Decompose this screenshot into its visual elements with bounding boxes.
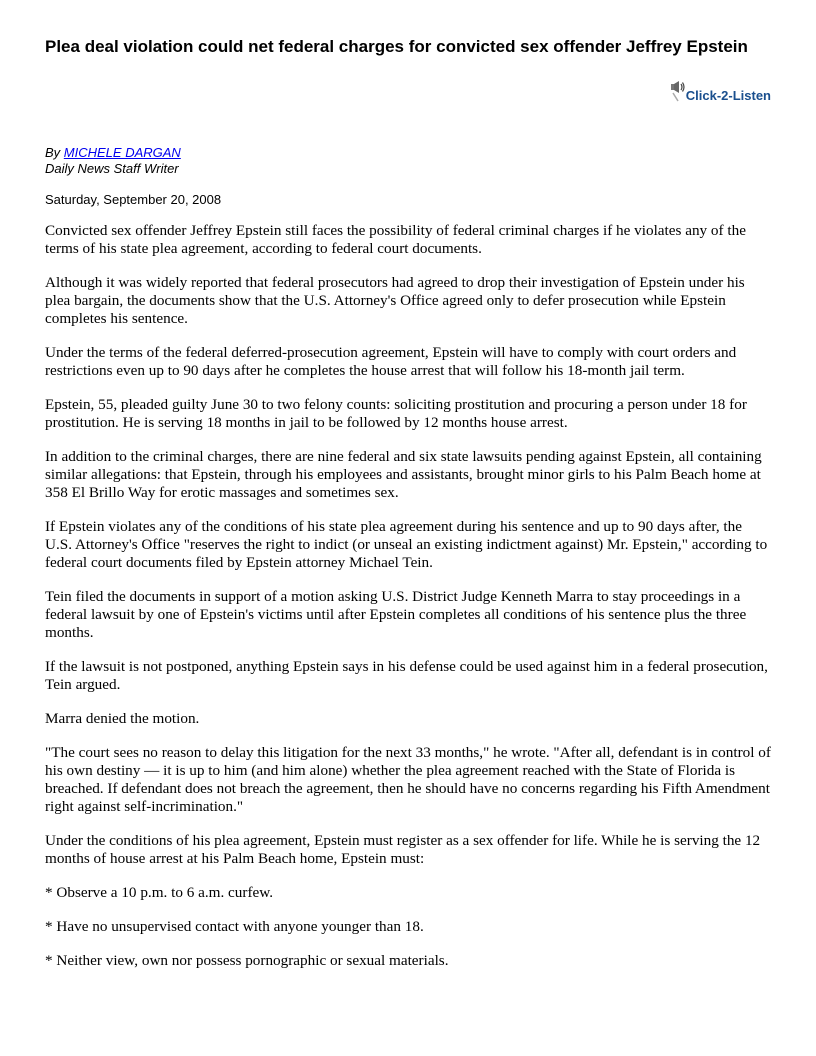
paragraph: Epstein, 55, pleaded guilty June 30 to two felony counts: soliciting prostitution and procuring a person under 18 for prostitution. He is serving 18 months in jail to be followed by 12 months house arrest. [45, 396, 747, 431]
paragraph: In addition to the criminal charges, there are nine federal and six state lawsuits pending against Epstein, all containing similar allegations: that Epstein, through his employees and assistants, brought minor girls to his Palm Beach home at 358 El Brillo Way for erotic massages and sometimes sex. [45, 448, 762, 501]
listen-row [45, 81, 771, 111]
publish-date: Saturday, September 20, 2008 [45, 192, 222, 207]
headline: Plea deal violation could net federal charges for convicted sex offender Jeffrey Epstein [45, 37, 748, 56]
article-body [45, 222, 771, 970]
byline [45, 145, 771, 177]
article [45, 36, 771, 986]
listen-label: Click-2-Listen [685, 88, 771, 103]
paragraph: Although it was widely reported that federal prosecutors had agreed to drop their investigation of Epstein under his plea bargain, the documents show that the U.S. Attorney's Office agreed only to defer prosecution while Epstein completes his sentence. [45, 274, 745, 327]
author-title: Daily News Staff Writer [45, 161, 179, 176]
paragraph: Under the conditions of his plea agreement, Epstein must register as a sex offender for life. While he is serving the 12 months of house arrest at his Palm Beach home, Epstein must: [45, 832, 761, 867]
paragraph: Marra denied the motion. [45, 710, 200, 727]
speaker-icon [670, 81, 686, 103]
paragraph: Tein filed the documents in support of a motion asking U.S. District Judge Kenneth Marra to stay proceedings in a federal lawsuit by one of Epstein's victims until after Epstein completes all conditions of his sentence plus the three months. [45, 588, 747, 641]
list-item: * Neither view, own nor possess pornographic or sexual materials. [45, 952, 449, 969]
paragraph: If Epstein violates any of the conditions of his state plea agreement during his sentence and up to 90 days after, the U.S. Attorney's Office "reserves the right to indict (or unseal an existing indictment against) Mr. Epstein," according to federal court documents filed by Epstein attorney Michael Tein. [45, 518, 768, 571]
byline-prefix: By [45, 145, 64, 160]
paragraph: Convicted sex offender Jeffrey Epstein still faces the possibility of federal criminal charges if he violates any of the terms of his state plea agreement, according to federal court documents. [45, 222, 746, 257]
author-link[interactable]: MICHELE DARGAN [63, 145, 181, 160]
list-item: * Have no unsupervised contact with anyone younger than 18. [45, 918, 424, 935]
paragraph: "The court sees no reason to delay this litigation for the next 33 months," he wrote. "After all, defendant is in control of his own destiny — it is up to him (and him alone) whether the plea agreement reached with the State of Florida is breached. If defendant does not breach the agreement, then he should have no concerns regarding his Fifth Amendment right against self-incrimination." [45, 744, 771, 815]
list-item: * Observe a 10 p.m. to 6 a.m. curfew. [45, 884, 274, 901]
paragraph: Under the terms of the federal deferred-prosecution agreement, Epstein will have to comply with court orders and restrictions even up to 90 days after he completes the house arrest that will follow his 18-month jail term. [45, 344, 737, 379]
click-2-listen-link[interactable] [670, 81, 771, 103]
paragraph: If the lawsuit is not postponed, anything Epstein says in his defense could be used against him in a federal prosecution, Tein argued. [45, 658, 768, 693]
